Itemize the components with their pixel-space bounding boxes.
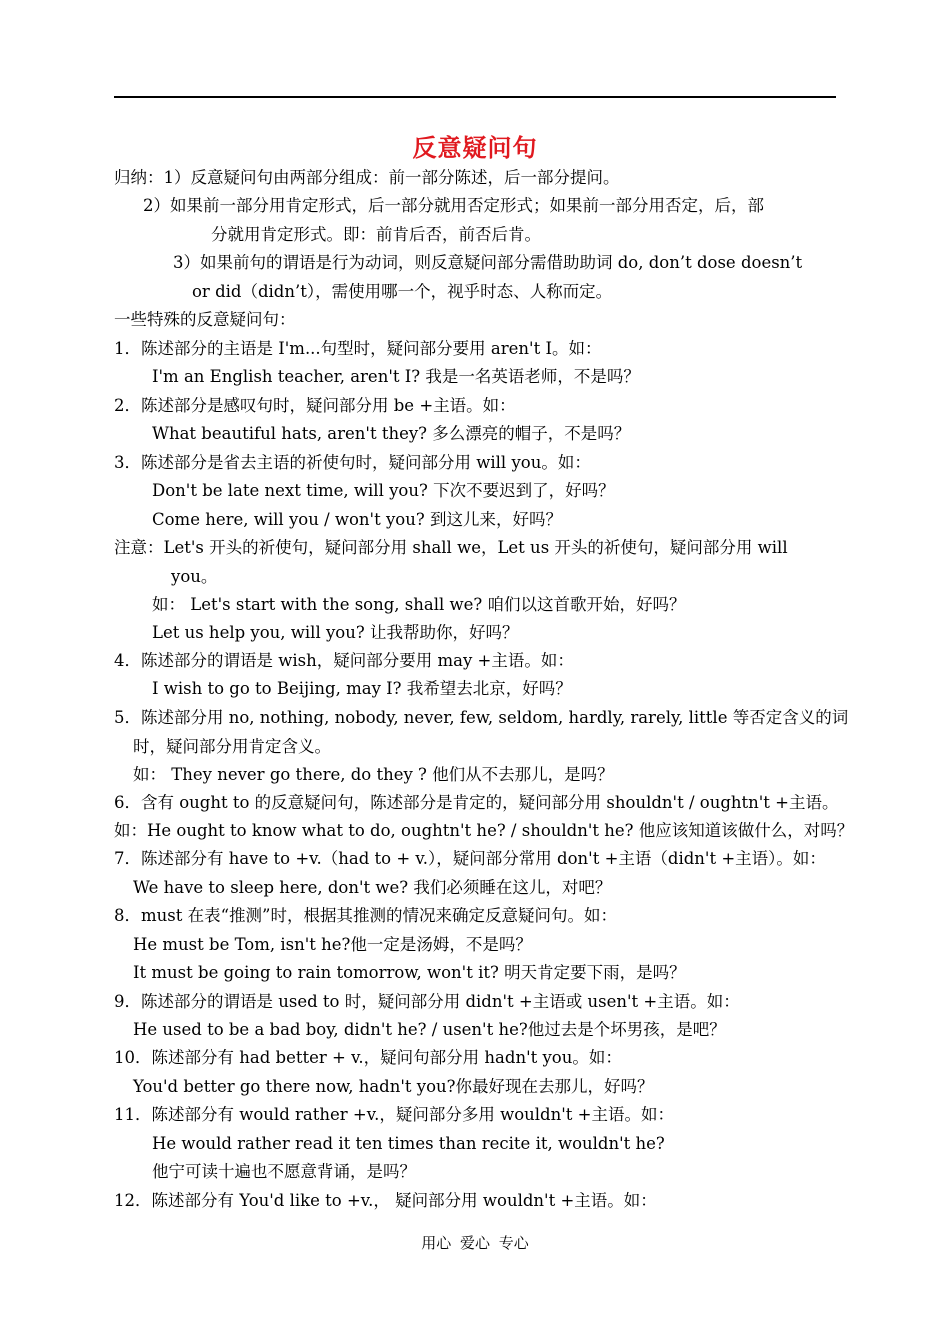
text-line: He used to be a bad boy, didn't he? / usen't he?他过去是个坏男孩，是吧？ (133, 1020, 726, 1039)
text-line: you。 (171, 567, 218, 586)
text-line: 12．陈述部分有 You'd like to +v.， 疑问部分用 wouldn't +主语。如： (114, 1191, 657, 1210)
text-line: 如：He ought to know what to do, oughtn't he? / shouldn't he? 他应该知道该做什么，对吗？ (114, 821, 854, 840)
text-line: 如： Let's start with the song, shall we? 咱们以这首歌开始，好吗？ (152, 595, 686, 614)
text-line: What beautiful hats, aren't they? 多么漂亮的帽子，不是吗？ (152, 424, 631, 443)
text-line: Come here, will you / won't you? 到这儿来，好吗？ (152, 510, 562, 529)
text-line: I wish to go to Beijing, may I? 我希望去北京，好吗？ (152, 679, 572, 698)
text-line: Let us help you, will you? 让我帮助你，好吗？ (152, 623, 519, 642)
text-line: 11．陈述部分有 would rather +v.，疑问部分多用 wouldn't +主语。如： (114, 1105, 674, 1124)
text-line: 归纳：1）反意疑问句由两部分组成：前一部分陈述，后一部分提问。 (114, 168, 620, 187)
text-line: It must be going to rain tomorrow, won't it? 明天肯定要下雨，是吗？ (133, 963, 686, 982)
text-line: 一些特殊的反意疑问句： (114, 310, 296, 329)
text-line: 3．陈述部分是省去主语的祈使句时，疑问部分用 will you。如： (114, 453, 591, 472)
header-rule (114, 96, 836, 98)
page-footer: 用心 爱心 专心 (421, 1234, 529, 1252)
text-line: 9．陈述部分的谓语是 used to 时，疑问部分用 didn't +主语或 usen't +主语。如： (114, 992, 740, 1011)
text-line: 注意：Let's 开头的祈使句，疑问部分用 shall we，Let us 开头的祈使句，疑问部分用 will (114, 538, 788, 557)
text-line: 他宁可读十遍也不愿意背诵，是吗？ (152, 1162, 416, 1181)
text-line: 2）如果前一部分用肯定形式，后一部分就用否定形式；如果前一部分用否定，后，部 (143, 196, 764, 215)
text-line: 8．must 在表“推测”时，根据其推测的情况来确定反意疑问句。如： (114, 906, 617, 925)
text-line: He would rather read it ten times than recite it, wouldn't he? (152, 1134, 665, 1153)
text-line: 3）如果前句的谓语是行为动词，则反意疑问部分需借助助词 do, don’t dose doesn’t (173, 253, 803, 272)
text-line: Don't be late next time, will you? 下次不要迟到了，好吗？ (152, 481, 615, 500)
text-line: He must be Tom, isn't he?他一定是汤姆，不是吗？ (133, 935, 532, 954)
text-line: We have to sleep here, don't we? 我们必须睡在这儿，对吧？ (133, 878, 612, 897)
text-line: or did（didn’t），需使用哪一个，视乎时态、人称而定。 (192, 282, 613, 301)
text-line: 1．陈述部分的主语是 I'm...句型时，疑问部分要用 aren't I。如： (114, 339, 602, 358)
document-title: 反意疑问句 (412, 133, 538, 162)
text-line: You'd better go there now, hadn't you?你最好现在去那儿，好吗？ (133, 1077, 654, 1096)
text-line: 10．陈述部分有 had better + v.，疑问句部分用 hadn't you。如： (114, 1048, 622, 1067)
text-line: 4．陈述部分的谓语是 wish，疑问部分要用 may +主语。如： (114, 651, 574, 670)
text-line: 如： They never go there, do they ? 他们从不去那儿，是吗？ (133, 765, 614, 784)
text-line: 2．陈述部分是感叹句时，疑问部分用 be +主语。如： (114, 396, 516, 415)
text-line: 5．陈述部分用 no, nothing, nobody, never, few, seldom, hardly, rarely, little 等否定含义的词 (114, 708, 849, 727)
text-line: 6．含有 ought to 的反意疑问句，陈述部分是肯定的，疑问部分用 shouldn't / oughtn't +主语。 (114, 793, 839, 812)
text-line: 分就用肯定形式。即：前肯后否，前否后肯。 (211, 225, 541, 244)
text-line: 时，疑问部分用肯定含义。 (133, 737, 331, 756)
text-line: 7．陈述部分有 have to +v.（had to + v.），疑问部分常用 don't +主语（didn't +主语）。如： (114, 849, 826, 868)
text-line: I'm an English teacher, aren't I? 我是一名英语老师，不是吗？ (152, 367, 640, 386)
